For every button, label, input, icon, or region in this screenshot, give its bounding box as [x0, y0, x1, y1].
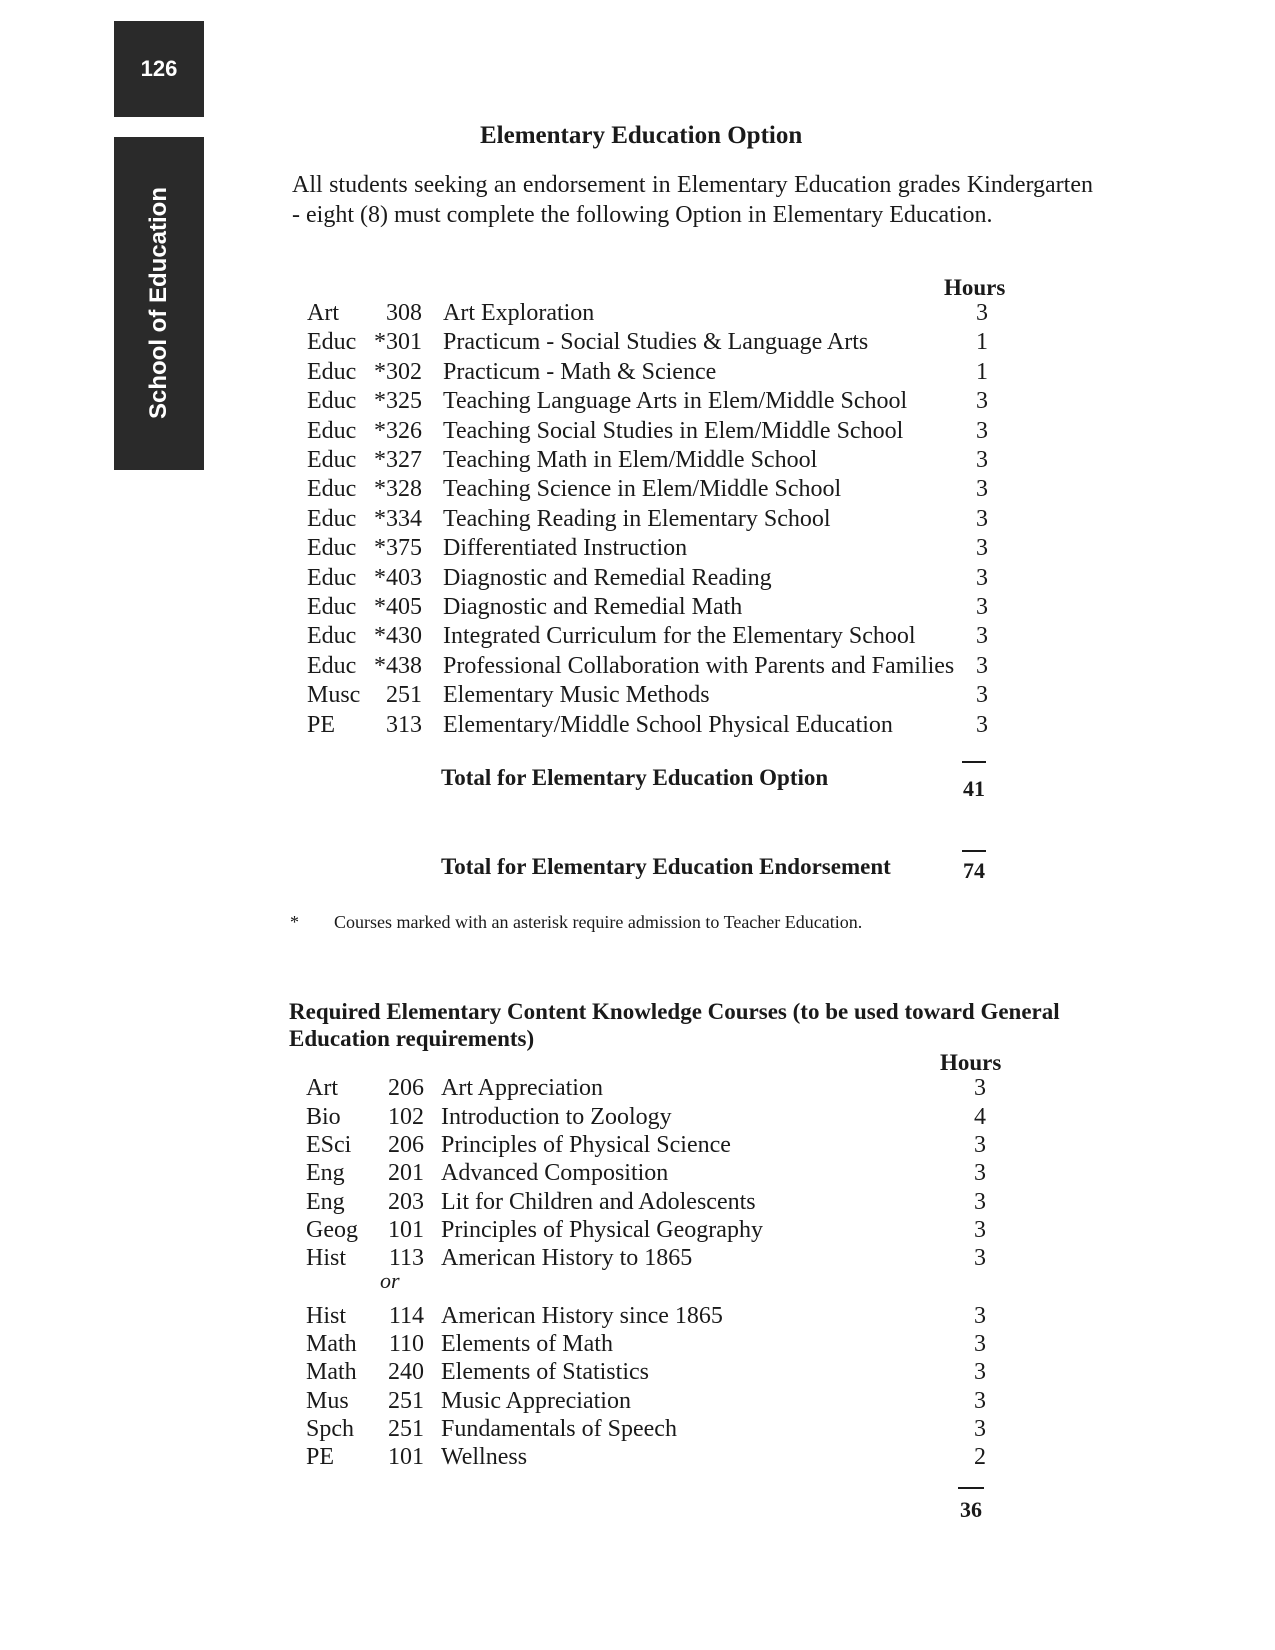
course-title: Practicum - Math & Science [443, 358, 717, 385]
course-hours: 3 [976, 417, 988, 444]
course-hours: 2 [974, 1444, 986, 1470]
footnote-mark: * [290, 912, 299, 932]
course-subject: PE [306, 1444, 335, 1470]
course-number: *430 [374, 623, 422, 650]
course-subject: Math [306, 1359, 357, 1385]
course-row [0, 1132, 1275, 1162]
course-hours: 3 [974, 1359, 986, 1385]
course-hours: 3 [974, 1075, 986, 1101]
course-subject: Educ [307, 329, 357, 356]
course-subject: Educ [307, 476, 357, 503]
course-row [0, 1359, 1275, 1389]
course-title: Elements of Math [441, 1331, 613, 1357]
course-title: Principles of Physical Geography [441, 1217, 763, 1243]
course-number: 206 [388, 1075, 424, 1101]
course-subject: Math [306, 1331, 357, 1357]
option-title: Elementary Education Option [480, 122, 803, 149]
course-subject: Musc [307, 682, 361, 709]
course-title: Art Exploration [443, 300, 595, 326]
course-row [0, 682, 1275, 712]
course-hours: 3 [974, 1303, 986, 1329]
course-hours: 3 [974, 1388, 986, 1414]
course-row [0, 476, 1275, 506]
course-hours: 3 [976, 711, 988, 738]
course-number: 101 [388, 1444, 424, 1470]
course-title: Teaching Social Studies in Elem/Middle School [443, 417, 904, 444]
course-title: Professional Collaboration with Parents and Families [443, 652, 955, 679]
course-subject: Geog [306, 1217, 358, 1243]
course-subject: Educ [307, 564, 357, 591]
course-number: 101 [388, 1217, 424, 1243]
course-subject: Educ [307, 594, 357, 620]
course-row [0, 1075, 1275, 1105]
course-subject: Hist [306, 1303, 347, 1329]
course-title: Teaching Science in Elem/Middle School [443, 476, 842, 503]
course-number: 251 [388, 1416, 424, 1442]
course-row [0, 1331, 1275, 1361]
page-number-tab [114, 21, 204, 117]
content-total-value: 36 [960, 1497, 982, 1522]
course-title: Fundamentals of Speech [441, 1416, 677, 1442]
or-connector: or [380, 1268, 400, 1293]
course-hours: 3 [976, 388, 988, 415]
course-subject: ESci [306, 1132, 352, 1158]
course-hours: 1 [976, 358, 988, 385]
course-subject: PE [307, 711, 336, 738]
course-hours: 3 [976, 447, 988, 473]
total-endorsement-label: Total for Elementary Education Endorsement [441, 854, 891, 879]
course-title: Elementary/Middle School Physical Education [443, 711, 893, 738]
course-number: 313 [386, 711, 422, 738]
course-hours: 3 [974, 1331, 986, 1357]
course-number: 102 [388, 1104, 424, 1130]
total-option-rule [962, 761, 986, 763]
course-title: Principles of Physical Science [441, 1132, 731, 1158]
course-hours: 3 [976, 682, 988, 709]
course-number: 113 [388, 1245, 424, 1271]
course-title: Diagnostic and Remedial Math [443, 594, 743, 620]
course-number: 114 [388, 1303, 424, 1329]
course-row [0, 1444, 1275, 1474]
course-title: Teaching Math in Elem/Middle School [443, 447, 818, 473]
course-subject: Spch [306, 1416, 354, 1442]
course-title: Wellness [441, 1444, 528, 1470]
course-number: 206 [388, 1132, 424, 1158]
course-number: *405 [374, 594, 422, 620]
course-row [0, 594, 1275, 624]
course-number: 240 [388, 1359, 424, 1385]
course-row [0, 1189, 1275, 1219]
course-subject: Educ [307, 652, 357, 679]
course-row [0, 1388, 1275, 1418]
course-title: Elements of Statistics [441, 1359, 649, 1385]
course-row [0, 388, 1275, 418]
course-number: *301 [374, 329, 422, 356]
content-knowledge-heading: Required Elementary Content Knowledge Courses (to be used toward General Education requirements) [289, 999, 1060, 1051]
hours-header: Hours [944, 275, 1006, 300]
course-title: Art Appreciation [441, 1075, 603, 1101]
course-hours: 3 [974, 1416, 986, 1442]
course-number: 251 [388, 1388, 424, 1414]
course-number: *325 [374, 388, 422, 415]
course-subject: Educ [307, 505, 357, 532]
total-option-label: Total for Elementary Education Option [441, 765, 829, 790]
course-subject: Hist [306, 1245, 347, 1271]
course-title: Music Appreciation [441, 1388, 631, 1414]
course-title: Elementary Music Methods [443, 682, 710, 709]
course-title: American History since 1865 [441, 1303, 723, 1329]
course-subject: Educ [307, 623, 357, 650]
total-endorsement-value: 74 [963, 858, 985, 883]
course-hours: 3 [976, 505, 988, 532]
course-hours: 3 [976, 623, 988, 650]
course-title: Lit for Children and Adolescents [441, 1189, 756, 1215]
total-endorsement-rule [962, 850, 986, 852]
course-hours: 3 [974, 1160, 986, 1186]
course-subject: Educ [307, 388, 357, 415]
course-number: *403 [374, 564, 422, 591]
course-title: Teaching Language Arts in Elem/Middle School [443, 388, 908, 415]
course-hours: 3 [976, 594, 988, 620]
course-row [0, 1104, 1275, 1134]
course-number: *334 [374, 505, 422, 532]
course-title: Integrated Curriculum for the Elementary School [443, 623, 916, 650]
course-hours: 3 [976, 564, 988, 591]
course-hours: 3 [974, 1245, 986, 1271]
course-row [0, 653, 1275, 683]
course-row [0, 418, 1275, 448]
course-number: *327 [374, 447, 422, 473]
option-intro: All students seeking an endorsement in Elementary Education grades Kindergarten - eight (8) must complete the following Option in Elementary Education. [292, 172, 1093, 228]
page-number: 126 [140, 56, 178, 81]
course-hours: 3 [974, 1132, 986, 1158]
course-title: Teaching Reading in Elementary School [443, 505, 831, 532]
course-row [0, 300, 1275, 330]
course-subject: Eng [306, 1189, 345, 1215]
course-number: 110 [388, 1331, 424, 1357]
course-hours: 3 [976, 300, 988, 326]
course-hours: 3 [976, 652, 988, 679]
course-row [0, 712, 1275, 742]
course-subject: Eng [306, 1160, 345, 1186]
course-hours: 3 [976, 535, 988, 562]
course-title: American History to 1865 [441, 1245, 693, 1271]
course-number: 308 [386, 300, 422, 326]
course-title: Diagnostic and Remedial Reading [443, 564, 772, 591]
course-hours: 1 [976, 329, 988, 356]
content-hours-header: Hours [940, 1050, 1002, 1075]
course-row [0, 447, 1275, 477]
course-row [0, 359, 1275, 389]
course-hours: 4 [974, 1104, 986, 1130]
course-title: Introduction to Zoology [441, 1104, 672, 1130]
course-number: 203 [388, 1189, 424, 1215]
course-title: Practicum - Social Studies & Language Arts [443, 329, 869, 356]
course-number: 201 [388, 1160, 424, 1186]
course-title: Differentiated Instruction [443, 535, 688, 562]
course-row [0, 1217, 1275, 1247]
course-row [0, 329, 1275, 359]
course-subject: Mus [306, 1388, 349, 1414]
course-row [0, 1160, 1275, 1190]
course-hours: 3 [976, 476, 988, 503]
footnote-text: Courses marked with an asterisk require admission to Teacher Education. [334, 912, 863, 932]
course-number: *328 [374, 476, 422, 503]
course-hours: 3 [974, 1189, 986, 1215]
course-subject: Art [307, 300, 339, 326]
course-number: *302 [374, 358, 422, 385]
course-row [0, 506, 1275, 536]
course-subject: Bio [306, 1104, 341, 1130]
course-number: *438 [374, 652, 422, 679]
section-label: School of Education [145, 187, 172, 419]
course-row [0, 1303, 1275, 1333]
course-subject: Educ [307, 417, 357, 444]
course-row [0, 1245, 1275, 1275]
course-row [0, 535, 1275, 565]
course-row [0, 623, 1275, 653]
course-number: *375 [374, 535, 422, 562]
course-title: Advanced Composition [441, 1160, 669, 1186]
course-subject: Educ [307, 535, 357, 562]
course-subject: Educ [307, 447, 357, 473]
total-option-value: 41 [963, 776, 985, 801]
content-total-rule [958, 1487, 984, 1489]
course-subject: Art [306, 1075, 338, 1101]
course-row [0, 1416, 1275, 1446]
course-number: 251 [386, 682, 422, 709]
course-hours: 3 [974, 1217, 986, 1243]
course-subject: Educ [307, 358, 357, 385]
course-row [0, 565, 1275, 595]
course-number: *326 [374, 417, 422, 444]
